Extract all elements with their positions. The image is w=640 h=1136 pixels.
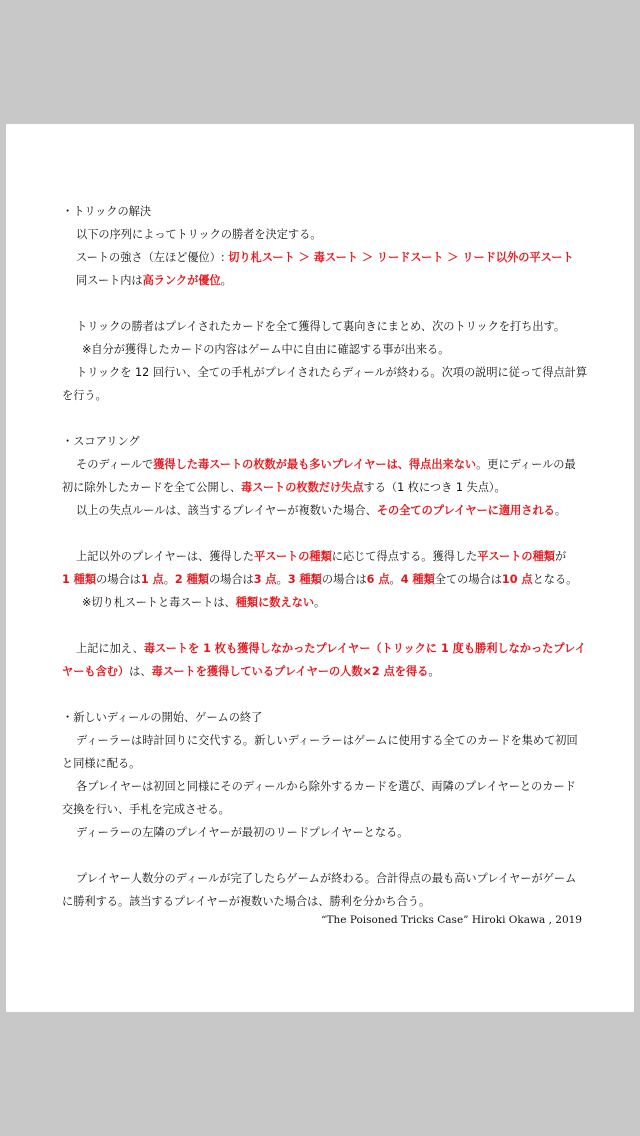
points-3: 3 点 (253, 573, 277, 586)
points-10: 10 点 (501, 573, 533, 586)
scoring-l3-a: 以上の失点ルールは、該当するプレイヤーが複数いた場合、 (76, 504, 377, 517)
trick-note-text: ※自分が獲得したカードの内容はゲーム中に自由に確認する事が出来る。 (82, 343, 450, 356)
new-deal-line-1: ディーラーは時計回りに交代する。新しいディーラーはゲームに使用する全てのカードを集めて初回 (76, 734, 578, 747)
bonus-a: 上記に加え、 (76, 642, 144, 655)
trick-rounds-line-1: トリックを 12 回行い、全ての手札がプレイされたらディールが終わる。次項の説明に従って得点計算 (76, 366, 588, 379)
scoring-points-line-2 (62, 568, 586, 591)
trick-order-intro: 以下の序列によってトリックの勝者を決定する。 (76, 228, 322, 241)
scoring-l1-highlight: 獲得した毒スートの枚数が最も多いプレイヤーは、得点出来ない (153, 458, 477, 471)
new-deal-line-4: 交換を行い、手札を完成させる。 (62, 803, 230, 816)
spacer (62, 292, 586, 315)
kinds-2: 2 種類 (174, 573, 209, 586)
bonus-c: 。 (428, 665, 440, 678)
kinds-4: 4 種類 (400, 573, 435, 586)
credit-line: “The Poisoned Tricks Case” Hiroki Okawa , 2019 (321, 914, 582, 926)
scoring-note-highlight: 種類に数えない (235, 596, 315, 609)
scoring-p2-highlight-2: 平スートの種類 (477, 550, 555, 563)
same-suit-prefix: 同スート内は (76, 274, 143, 287)
section-heading-new-deal: ・新しいディールの開始、ゲームの終了 (62, 711, 263, 724)
spacer (62, 614, 586, 637)
document-page (6, 124, 634, 1012)
section-heading-scoring: ・スコアリング (62, 435, 140, 448)
scoring-l2-a: 初に除外したカードを全て公開し、 (62, 481, 242, 494)
points-text-b: 。 (163, 573, 175, 586)
scoring-p2-b: に応じて得点する。獲得した (331, 550, 478, 563)
game-end-line-1: プレイヤー人数分のディールが完了したらゲームが終わる。合計得点の最も高いプレイヤーがゲーム (76, 872, 577, 885)
scoring-line-3 (62, 499, 586, 522)
same-suit-suffix: 。 (220, 274, 232, 287)
bonus-line-2 (62, 660, 586, 683)
points-text-e: の場合は (321, 573, 367, 586)
spacer (62, 407, 586, 430)
points-text-d: 。 (276, 573, 288, 586)
scoring-note-b: 。 (314, 596, 326, 609)
bonus-highlight-3: 毒スートを獲得しているプレイヤーの人数×2 点を得る (151, 665, 429, 678)
scoring-note-a: ※切り札スートと毒スートは、 (82, 596, 236, 609)
scoring-note-line (62, 591, 586, 614)
scoring-line-1 (62, 453, 586, 476)
trick-rounds-line-2: を行う。 (62, 389, 107, 402)
scoring-p2-a: 上記以外のプレイヤーは、獲得した (76, 550, 254, 563)
bonus-b: は、 (129, 665, 152, 678)
new-deal-line-2: と同様に配る。 (62, 757, 141, 770)
kinds-3: 3 種類 (287, 573, 322, 586)
scoring-p2-highlight-1: 平スートの種類 (254, 550, 332, 563)
bonus-highlight-1: 毒スートを 1 枚も獲得しなかったプレイヤー（トリックに 1 度も勝利しなかったプレイ (143, 642, 586, 655)
points-text-c: の場合は (208, 573, 254, 586)
suit-strength-order: 切り札スート ＞ 毒スート ＞ リードスート ＞ リード以外の平スート (228, 251, 574, 264)
trick-winner-text: トリックの勝者はプレイされたカードを全て獲得して裏向きにまとめ、次のトリックを打ち出す。 (76, 320, 566, 333)
scoring-p2-c: が (554, 550, 567, 563)
scoring-l3-b: 。 (554, 504, 567, 517)
same-suit-highlight: 高ランクが優位 (142, 274, 221, 287)
points-text-a: の場合は (96, 573, 141, 586)
rules-content (62, 200, 586, 913)
points-text-f: 。 (389, 573, 401, 586)
points-text-g: 全ての場合は (434, 573, 502, 586)
kinds-1: 1 種類 (62, 573, 97, 586)
new-deal-line-5: ディーラーの左隣のプレイヤーが最初のリードプレイヤーとなる。 (76, 826, 409, 839)
scoring-points-line-1 (62, 545, 586, 568)
scoring-l2-highlight: 毒スートの枚数だけ失点 (241, 481, 364, 494)
points-1: 1 点 (140, 573, 164, 586)
scoring-l3-highlight: その全てのプレイヤーに適用される (376, 504, 555, 517)
spacer (62, 683, 586, 706)
scoring-l2-b: する（1 枚につき 1 失点）。 (363, 481, 506, 494)
spacer (62, 522, 586, 545)
bonus-highlight-2: ヤーも含む） (62, 665, 130, 678)
scoring-line-2 (62, 476, 586, 499)
scoring-l1-a: そのディールで (76, 458, 154, 471)
new-deal-line-3: 各プレイヤーは初回と同様にそのディールから除外するカードを選び、両隣のプレイヤーとのカード (76, 780, 576, 793)
section-heading-trick: ・トリックの解決 (62, 205, 152, 218)
suit-strength-line (62, 246, 586, 269)
bonus-line-1 (62, 637, 586, 660)
scoring-l1-b: 。更にディールの最 (476, 458, 576, 471)
suit-strength-label: スートの強さ（左ほど優位）: (76, 251, 229, 264)
same-suit-line (62, 269, 586, 292)
points-6: 6 点 (366, 573, 390, 586)
points-text-h: となる。 (532, 573, 578, 586)
game-end-line-2: に勝利する。該当するプレイヤーが複数いた場合は、勝利を分かち合う。 (62, 895, 431, 908)
spacer (62, 844, 586, 867)
